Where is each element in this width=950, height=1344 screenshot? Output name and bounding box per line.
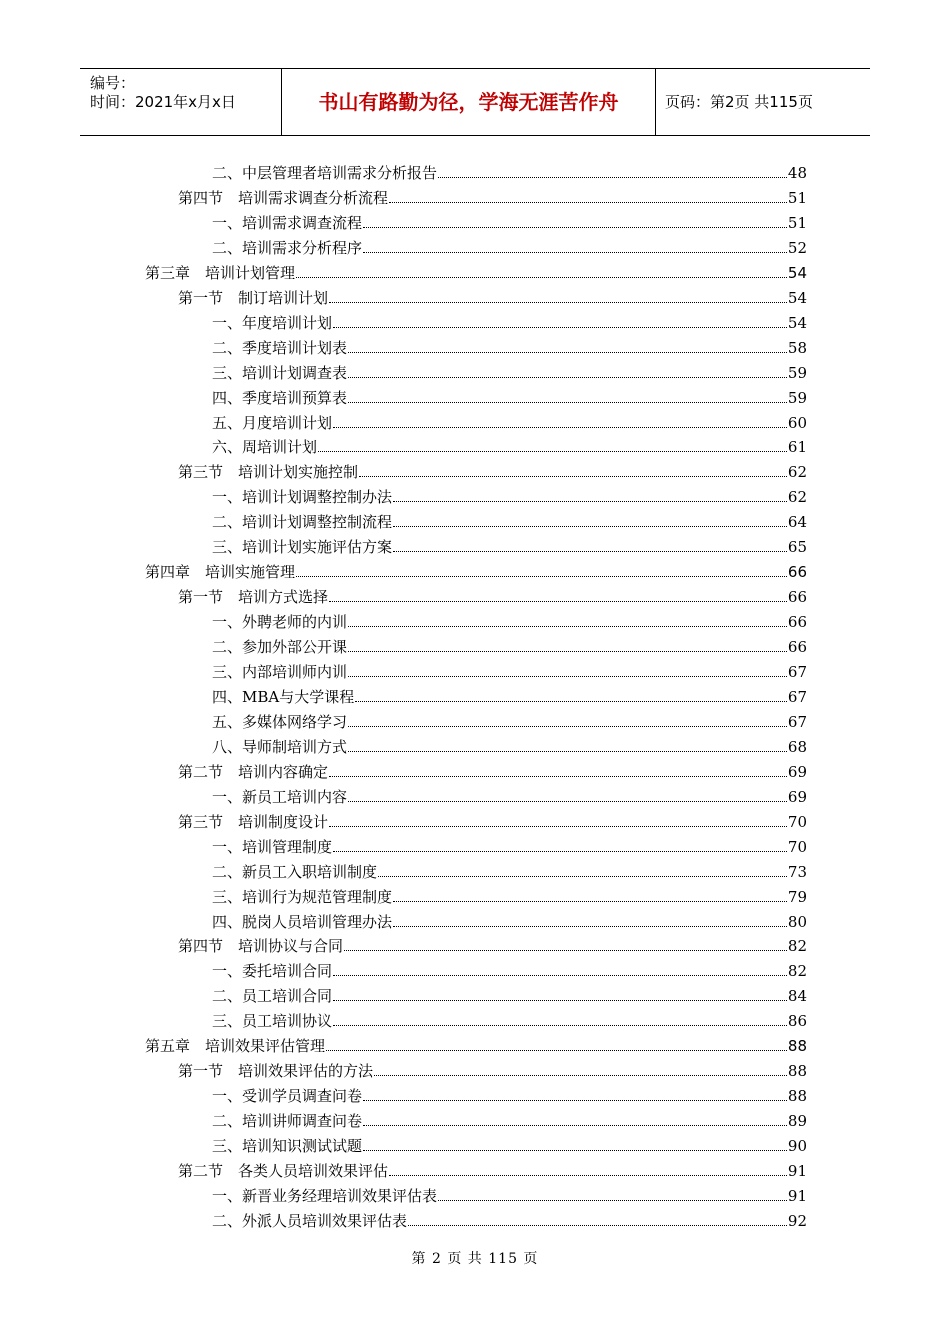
toc-dot-leader: [329, 776, 787, 777]
toc-entry[interactable]: [212, 1006, 807, 1030]
toc-entry-title: 一、外聘老师的内训: [212, 613, 348, 632]
toc-entry[interactable]: [212, 857, 807, 881]
toc-entry-title: 三、培训行为规范管理制度: [212, 887, 393, 906]
toc-entry-page: 66: [787, 563, 807, 582]
toc-entry-title: 第四章 培训实施管理: [145, 563, 296, 582]
toc-entry-page: 54: [787, 288, 807, 307]
toc-entry-page: 88: [787, 1087, 807, 1106]
toc-entry[interactable]: [212, 882, 807, 906]
toc-dot-leader: [326, 1050, 787, 1051]
toc-dot-leader: [348, 651, 787, 652]
header-left-cell: [80, 69, 282, 135]
toc-entry[interactable]: [178, 582, 807, 606]
toc-entry-page: 62: [787, 488, 807, 507]
toc-entry-page: 59: [787, 388, 807, 407]
toc-entry-title: 第四节 培训协议与合同: [178, 937, 344, 956]
toc-dot-leader: [296, 277, 787, 278]
toc-entry[interactable]: [178, 457, 807, 481]
toc-entry-page: 59: [787, 363, 807, 382]
toc-entry-page: 62: [787, 463, 807, 482]
toc-entry-page: 51: [787, 213, 807, 232]
toc-entry[interactable]: [212, 507, 807, 531]
toc-entry-page: 90: [787, 1137, 807, 1156]
toc-entry-title: 三、内部培训师内训: [212, 663, 348, 681]
toc-entry-page: 84: [787, 987, 807, 1006]
toc-dot-leader: [333, 1000, 787, 1001]
toc-dot-leader: [363, 1150, 787, 1151]
toc-entry-page: 58: [787, 338, 807, 357]
header-motto: 书山有路勤为径，学海无涯苦作舟: [282, 69, 656, 135]
toc-entry[interactable]: [212, 233, 807, 257]
toc-entry[interactable]: [212, 383, 807, 407]
toc-dot-leader: [348, 801, 787, 802]
toc-entry-page: 79: [787, 887, 807, 906]
toc-entry-title: 一、新晋业务经理培训效果评估表: [212, 1186, 438, 1205]
toc-entry[interactable]: [212, 208, 807, 232]
toc-entry-title: 四、脱岗人员培训管理办法: [212, 912, 393, 931]
toc-entry-page: 52: [787, 238, 807, 257]
toc-entry-page: 91: [787, 1186, 807, 1205]
toc-entry[interactable]: [212, 981, 807, 1005]
toc-entry-title: 一、受训学员调查问卷: [212, 1087, 363, 1106]
toc-dot-leader: [363, 1100, 787, 1101]
toc-entry-page: 69: [787, 762, 807, 781]
toc-entry-title: 二、员工培训合同: [212, 987, 333, 1006]
toc-dot-leader: [348, 751, 787, 752]
toc-entry-page: 89: [787, 1112, 807, 1131]
toc-entry-page: 73: [787, 862, 807, 881]
toc-entry-page: 54: [787, 263, 807, 282]
toc-entry-title: 一、新员工培训内容: [212, 787, 348, 806]
toc-entry[interactable]: [212, 532, 807, 556]
toc-entry-title: 二、新员工入职培训制度: [212, 862, 378, 881]
toc-entry-page: 64: [787, 513, 807, 532]
toc-entry[interactable]: [212, 482, 807, 506]
toc-entry[interactable]: [212, 358, 807, 382]
toc-dot-leader: [348, 352, 787, 353]
toc-entry-page: 88: [787, 1037, 807, 1056]
toc-entry-title: 一、培训管理制度: [212, 837, 333, 856]
toc-entry[interactable]: [212, 1106, 807, 1130]
toc-dot-leader: [363, 1125, 787, 1126]
toc-entry-title: 一、培训计划调整控制办法: [212, 488, 393, 507]
toc-entry-title: 三、培训计划实施评估方案: [212, 538, 393, 557]
toc-entry-page: 54: [787, 313, 807, 332]
toc-dot-leader: [363, 227, 787, 228]
toc-dot-leader: [329, 826, 787, 827]
toc-dot-leader: [393, 526, 787, 527]
toc-entry-page: 66: [787, 613, 807, 632]
toc-entry[interactable]: [178, 1156, 807, 1180]
toc-entry-title: 第一节 培训方式选择: [178, 588, 329, 607]
toc-dot-leader: [329, 601, 787, 602]
toc-dot-leader: [333, 427, 787, 428]
toc-entry-title: 二、培训计划调整控制流程: [212, 513, 393, 532]
toc-entry-title: 三、培训知识测试试题: [212, 1137, 363, 1156]
toc-entry-page: 60: [787, 413, 807, 432]
toc-dot-leader: [393, 551, 787, 552]
toc-entry-title: 第二节 培训内容确定: [178, 762, 329, 781]
toc-entry-page: 69: [787, 787, 807, 806]
toc-entry-title: 第二节 各类人员培训效果评估: [178, 1162, 389, 1180]
toc-entry[interactable]: [212, 782, 807, 806]
toc-entry-title: 四、MBA与大学课程: [212, 687, 355, 706]
toc-dot-leader: [389, 1175, 787, 1176]
toc-dot-leader: [393, 926, 787, 927]
toc-entry-page: 68: [787, 737, 807, 756]
toc-dot-leader: [333, 327, 787, 328]
toc-dot-leader: [408, 1225, 787, 1226]
toc-entry-title: 三、培训计划调查表: [212, 363, 348, 382]
toc-entry-title: 二、外派人员培训效果评估表: [212, 1211, 408, 1230]
toc-entry[interactable]: [145, 557, 807, 581]
toc-entry-title: 第三章 培训计划管理: [145, 263, 296, 282]
toc-entry-title: 第三节 培训制度设计: [178, 812, 329, 831]
toc-entry[interactable]: [212, 707, 807, 731]
header-serial-label: 编号：: [90, 74, 136, 92]
toc-entry-title: 四、季度培训预算表: [212, 388, 348, 407]
toc-entry[interactable]: [145, 1031, 807, 1055]
toc-entry[interactable]: [212, 1131, 807, 1155]
header-time: 时间：2021年x月x日: [90, 93, 236, 111]
toc-entry-page: 67: [787, 663, 807, 681]
toc-entry[interactable]: [212, 1206, 807, 1230]
toc-entry[interactable]: [178, 283, 807, 307]
toc-entry[interactable]: [178, 807, 807, 831]
toc-dot-leader: [393, 901, 787, 902]
toc-entry-page: 67: [787, 712, 807, 731]
toc-entry-title: 一、培训需求调查流程: [212, 213, 363, 232]
toc-entry-page: 66: [787, 588, 807, 607]
toc-entry-page: 67: [787, 687, 807, 706]
toc-dot-leader: [378, 876, 787, 877]
toc-dot-leader: [348, 377, 787, 378]
toc-entry[interactable]: [212, 432, 807, 456]
toc-entry-page: 61: [787, 438, 807, 457]
toc-entry[interactable]: [178, 1056, 807, 1080]
toc-entry-title: 五、多媒体网络学习: [212, 712, 348, 731]
toc-entry-page: 82: [787, 937, 807, 956]
toc-entry-title: 三、员工培训协议: [212, 1012, 333, 1031]
toc-entry-title: 一、委托培训合同: [212, 962, 333, 981]
toc-entry[interactable]: [212, 657, 807, 681]
toc-entry-title: 二、中层管理者培训需求分析报告: [212, 164, 438, 182]
toc-entry-page: 70: [787, 837, 807, 856]
toc-entry-title: 二、季度培训计划表: [212, 338, 348, 357]
toc-entry-title: 六、周培训计划: [212, 438, 318, 457]
toc-entry[interactable]: [178, 757, 807, 781]
toc-dot-leader: [333, 1025, 787, 1026]
toc-entry[interactable]: [212, 607, 807, 631]
toc-entry-title: 第四节 培训需求调查分析流程: [178, 188, 389, 207]
toc-entry[interactable]: [212, 907, 807, 931]
toc-entry[interactable]: [212, 308, 807, 332]
toc-entry-title: 二、培训需求分析程序: [212, 238, 363, 257]
toc-dot-leader: [438, 1200, 787, 1201]
toc-dot-leader: [329, 302, 787, 303]
toc-dot-leader: [348, 626, 787, 627]
toc-entry-title: 二、参加外部公开课: [212, 638, 348, 657]
toc-entry-title: 五、月度培训计划: [212, 413, 333, 432]
toc-dot-leader: [438, 177, 787, 178]
toc-entry[interactable]: [212, 632, 807, 656]
toc-entry[interactable]: [212, 682, 807, 706]
toc-dot-leader: [344, 950, 787, 951]
toc-entry[interactable]: [212, 408, 807, 432]
toc-entry-page: 82: [787, 962, 807, 981]
toc-entry[interactable]: [145, 258, 807, 282]
toc-dot-leader: [359, 476, 787, 477]
toc-entry-page: 48: [787, 164, 807, 182]
toc-entry-page: 88: [787, 1062, 807, 1081]
toc-dot-leader: [333, 975, 787, 976]
toc-entry-title: 二、培训讲师调查问卷: [212, 1112, 363, 1131]
toc-entry-page: 70: [787, 812, 807, 831]
toc-dot-leader: [348, 676, 787, 677]
toc-entry[interactable]: [178, 183, 807, 207]
toc-entry-title: 八、导师制培训方式: [212, 737, 348, 756]
header-page-info: 页码：第2页 共115页: [665, 93, 813, 111]
toc-dot-leader: [355, 701, 787, 702]
toc-entry-page: 65: [787, 538, 807, 557]
toc-entry-page: 92: [787, 1211, 807, 1230]
toc-entry[interactable]: [178, 931, 807, 955]
toc-entry-page: 66: [787, 638, 807, 657]
toc-dot-leader: [348, 726, 787, 727]
toc-entry[interactable]: [212, 732, 807, 756]
toc-dot-leader: [374, 1075, 787, 1076]
toc-entry[interactable]: [212, 158, 807, 182]
toc-entry[interactable]: [212, 1081, 807, 1105]
toc-entry-title: 第五章 培训效果评估管理: [145, 1037, 326, 1056]
toc-dot-leader: [363, 252, 787, 253]
toc-dot-leader: [389, 202, 787, 203]
toc-entry[interactable]: [212, 832, 807, 856]
toc-dot-leader: [333, 851, 787, 852]
toc-entry-title: 第一节 培训效果评估的方法: [178, 1062, 374, 1081]
toc-entry[interactable]: [212, 956, 807, 980]
toc-entry-page: 80: [787, 912, 807, 931]
toc-entry-title: 第一节 制订培训计划: [178, 288, 329, 307]
toc-entry[interactable]: [212, 1181, 807, 1205]
toc-dot-leader: [348, 402, 787, 403]
page-header: [80, 68, 870, 136]
toc-entry-page: 51: [787, 188, 807, 207]
toc-dot-leader: [393, 501, 787, 502]
toc-entry-title: 一、年度培训计划: [212, 313, 333, 332]
toc-entry[interactable]: [212, 333, 807, 357]
toc-entry-page: 91: [787, 1162, 807, 1180]
page-footer: 第 2 页 共 115 页: [411, 1251, 539, 1267]
toc-entry-title: 第三节 培训计划实施控制: [178, 463, 359, 482]
toc-dot-leader: [296, 576, 787, 577]
toc-entry-page: 86: [787, 1012, 807, 1031]
toc-dot-leader: [318, 451, 787, 452]
